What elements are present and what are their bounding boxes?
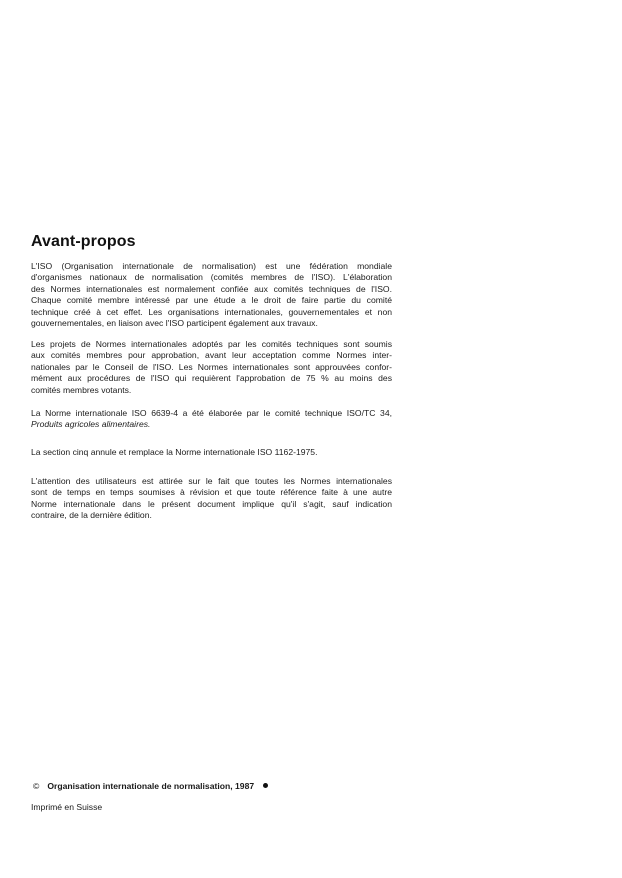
copyright-text: Organisation internationale de normalisation, 1987 [47, 781, 255, 791]
text-line: L'ISO (Organisation internationale de normalisation) est une fédération mondiale [31, 261, 392, 271]
text-line: aux comités membres pour approbation, avant leur acceptation comme Normes inter- [31, 350, 392, 361]
text-line: mément aux procédures de l'ISO qui requièrent l'approbation de 75 % au moins des [31, 373, 392, 384]
text-line: La section cinq annule et remplace la Norme internationale ISO 1162-1975. [31, 447, 318, 457]
text-line: d'organismes nationaux de normalisation (comités membres de l'ISO). L'élaboration [31, 272, 392, 283]
page-title: Avant-propos [31, 233, 136, 250]
text-line: comités membres votants. [31, 384, 132, 395]
paragraph-supersedes [31, 447, 392, 458]
text-line: La Norme internationale ISO 6639-4 a été élaborée par le comité technique ISO/TC 34, [31, 408, 392, 418]
text-line: contraire, de la dernière édition. [31, 510, 152, 521]
text-line: des Normes internationales est normalement confiée aux comités techniques de l'ISO. [31, 283, 392, 294]
text-line: Les projets de Normes internationales adoptés par les comités techniques sont soumis [31, 339, 392, 349]
paragraph-standard-origin [31, 408, 392, 431]
text-line: gouvernementales, en liaison avec l'ISO participent également aux travaux. [31, 317, 318, 328]
paragraph-iso-introduction [31, 261, 392, 329]
text-line: sont de temps en temps soumises à révision et que toute référence faite à une autre [31, 487, 392, 498]
copyright-notice [33, 781, 268, 791]
bullet-icon [263, 783, 268, 788]
text-line: Norme internationale dans le présent document implique qu'il s'agit, sauf indication [31, 498, 392, 509]
text-line: technique créé à cet effet. Les organisations internationales, gouvernementales et non [31, 306, 392, 317]
committee-title: Produits agricoles alimentaires. [31, 419, 151, 430]
printed-in-notice: Imprimé en Suisse [31, 802, 103, 812]
paragraph-revision-notice [31, 476, 392, 522]
copyright-icon: © [33, 781, 40, 791]
text-line: Chaque comité membre intéressé par une étude a le droit de faire partie du comité [31, 295, 392, 306]
text-line: L'attention des utilisateurs est attirée sur le fait que toutes les Normes internationales [31, 476, 392, 486]
text-line: nationales par le Conseil de l'ISO. Les Normes internationales sont approuvées confor- [31, 361, 392, 372]
paragraph-draft-approval [31, 339, 392, 396]
